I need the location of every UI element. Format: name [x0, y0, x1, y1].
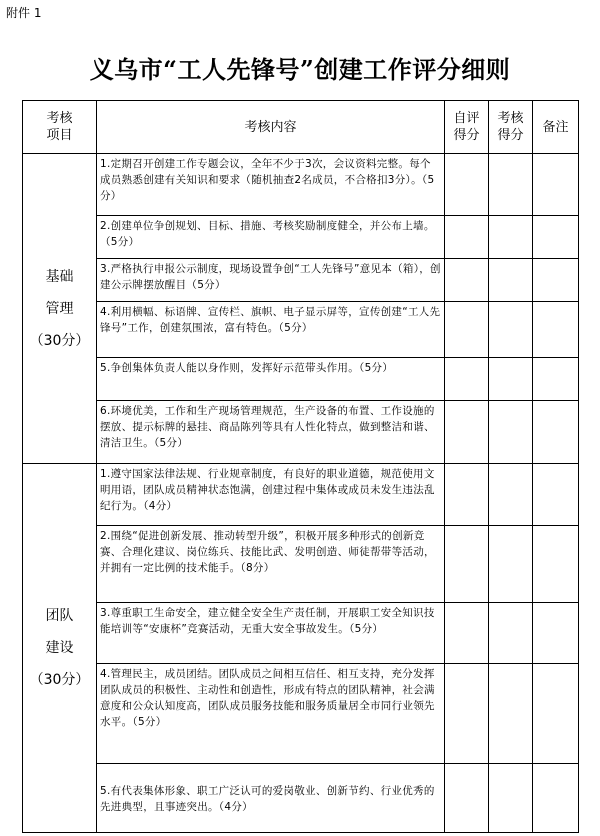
- self-score-cell[interactable]: [445, 216, 489, 259]
- check-score-cell[interactable]: [489, 259, 533, 302]
- category-cell-basic-management: 基础 管理 （30分）: [23, 154, 97, 464]
- annex-label: 附件 1: [6, 6, 42, 20]
- self-score-cell[interactable]: [445, 302, 489, 358]
- page-title: 义乌市“工人先锋号”创建工作评分细则: [89, 55, 511, 84]
- category-cell-team-building: 团队 建设 （30分）: [23, 464, 97, 833]
- remark-cell[interactable]: [533, 216, 579, 259]
- table-header-row: [23, 101, 579, 154]
- check-score-cell[interactable]: [489, 302, 533, 358]
- self-score-cell[interactable]: [445, 603, 489, 664]
- header-remark: 备注: [533, 101, 579, 154]
- criterion-text: 6.环境优美，工作和生产现场管理规范，生产设备的布置、工作设施的摆放、提示标牌的悬挂、商品陈列等具有人性化特点，做到整洁和谐、清洁卫生。（5分）: [97, 401, 445, 464]
- criterion-text: 3.尊重职工生命安全，建立健全安全生产责任制，开展职工安全知识技能培训等“安康杯”竞赛活动，无重大安全事故发生。（5分）: [97, 603, 445, 664]
- remark-cell[interactable]: [533, 764, 579, 833]
- check-score-cell[interactable]: [489, 216, 533, 259]
- table-row: [23, 603, 579, 664]
- check-score-cell[interactable]: [489, 154, 533, 216]
- self-score-cell[interactable]: [445, 358, 489, 401]
- scoring-table: [22, 100, 579, 833]
- self-score-cell[interactable]: [445, 664, 489, 764]
- remark-cell[interactable]: [533, 603, 579, 664]
- remark-cell[interactable]: [533, 358, 579, 401]
- criterion-text: 1.遵守国家法律法规、行业规章制度，有良好的职业道德，规范使用文明用语，团队成员精神状态饱满，创建过程中集体或成员未发生违法乱纪行为。（4分）: [97, 464, 445, 526]
- table-row: [23, 764, 579, 833]
- self-score-cell[interactable]: [445, 259, 489, 302]
- check-score-cell[interactable]: [489, 664, 533, 764]
- remark-cell[interactable]: [533, 154, 579, 216]
- criterion-text: 5.有代表集体形象、职工广泛认可的爱岗敬业、创新节约、行业优秀的先进典型，且事迹突出。（4分）: [97, 764, 445, 833]
- table-row: [23, 154, 579, 216]
- self-score-cell[interactable]: [445, 154, 489, 216]
- table-row: [23, 358, 579, 401]
- check-score-cell[interactable]: [489, 358, 533, 401]
- table-row: [23, 302, 579, 358]
- header-self-score: 自评得分: [445, 101, 489, 154]
- self-score-cell[interactable]: [445, 464, 489, 526]
- header-content: 考核内容: [97, 101, 445, 154]
- criterion-text: 4.利用横幅、标语牌、宣传栏、旗帜、电子显示屏等，宣传创建“工人先锋号”工作，创建氛围浓，富有特色。（5分）: [97, 302, 445, 358]
- table-row: [23, 526, 579, 603]
- criterion-text: 2.围绕“促进创新发展、推动转型升级”，积极开展多种形式的创新竞赛、合理化建议、岗位练兵、技能比武、发明创造、师徒帮带等活动，并拥有一定比例的技术能手。（8分）: [97, 526, 445, 603]
- criterion-text: 4.管理民主，成员团结。团队成员之间相互信任、相互支持，充分发挥团队成员的积极性、主动性和创造性，形成有特点的团队精神，社会满意度和公众认知度高，团队成员服务技能和服务质量居全市同行业领先水平。（5分）: [97, 664, 445, 764]
- remark-cell[interactable]: [533, 664, 579, 764]
- header-check-score: 考核得分: [489, 101, 533, 154]
- remark-cell[interactable]: [533, 302, 579, 358]
- remark-cell[interactable]: [533, 464, 579, 526]
- table-row: [23, 664, 579, 764]
- self-score-cell[interactable]: [445, 764, 489, 833]
- criterion-text: 3.严格执行申报公示制度，现场设置争创“工人先锋号”意见本（箱），创建公示牌摆放醒目（5分）: [97, 259, 445, 302]
- table-row: [23, 464, 579, 526]
- criterion-text: 5.争创集体负责人能以身作则，发挥好示范带头作用。（5分）: [97, 358, 445, 401]
- header-category: 考核项目: [23, 101, 97, 154]
- table-row: [23, 216, 579, 259]
- criterion-text: 2.创建单位争创规划、目标、措施、考核奖励制度健全，并公布上墙。（5分）: [97, 216, 445, 259]
- remark-cell[interactable]: [533, 259, 579, 302]
- criterion-text: 1.定期召开创建工作专题会议，全年不少于3次，会议资料完整。每个成员熟悉创建有关知识和要求（随机抽查2名成员，不合格扣3分）。（5分）: [97, 154, 445, 216]
- check-score-cell[interactable]: [489, 764, 533, 833]
- check-score-cell[interactable]: [489, 464, 533, 526]
- check-score-cell[interactable]: [489, 526, 533, 603]
- self-score-cell[interactable]: [445, 401, 489, 464]
- table-row: [23, 401, 579, 464]
- remark-cell[interactable]: [533, 526, 579, 603]
- self-score-cell[interactable]: [445, 526, 489, 603]
- check-score-cell[interactable]: [489, 603, 533, 664]
- check-score-cell[interactable]: [489, 401, 533, 464]
- remark-cell[interactable]: [533, 401, 579, 464]
- table-row: [23, 259, 579, 302]
